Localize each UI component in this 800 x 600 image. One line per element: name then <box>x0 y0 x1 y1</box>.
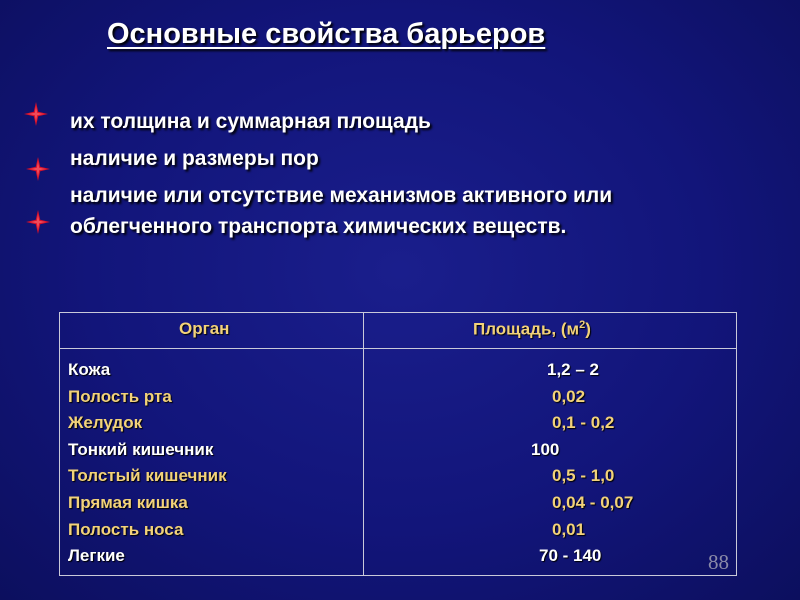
table-cell-area <box>364 517 736 544</box>
area-value: 100 <box>531 439 560 459</box>
area-value: 0,04 - 0,07 <box>552 492 634 512</box>
table-cell-organ: Желудок <box>68 413 143 433</box>
table-cell-area <box>364 543 736 570</box>
column-header-organ: Орган <box>179 319 230 338</box>
table-cell-organ: Тонкий кишечник <box>68 439 214 459</box>
area-value: 0,01 <box>552 519 586 539</box>
table-cell-organ: Прямая кишка <box>68 492 188 512</box>
table-cell-area <box>364 490 736 517</box>
table-cell-area <box>364 357 736 384</box>
area-value: 0,5 - 1,0 <box>552 466 615 486</box>
organ-column <box>68 357 227 570</box>
slide-title: Основные свойства барьеров <box>107 18 546 50</box>
barrier-area-table <box>59 312 737 576</box>
table-header-row <box>60 313 736 349</box>
area-header-close: ) <box>585 319 591 339</box>
area-value: 0,02 <box>552 386 586 406</box>
area-header-text: Площадь, (м <box>473 319 580 339</box>
bullet-text: наличие или отсутствие механизмов активного или <box>70 184 613 207</box>
area-column <box>364 357 736 570</box>
table-cell-area <box>364 410 736 437</box>
page-number: 88 <box>708 550 729 574</box>
red-four-point-star-icon <box>26 210 50 234</box>
table-cell-area <box>364 437 736 464</box>
table-cell-organ: Легкие <box>68 546 125 566</box>
red-four-point-star-icon <box>26 157 50 181</box>
area-value: 1,2 – 2 <box>547 360 599 379</box>
table-cell-organ: Кожа <box>68 360 111 379</box>
bullet-text: облегченного транспорта химических веществ. <box>70 215 567 238</box>
table-cell-area <box>364 384 736 411</box>
table-cell-organ: Толстый кишечник <box>68 466 227 486</box>
bullet-text: их толщина и суммарная площадь <box>70 110 431 133</box>
area-value: 70 - 140 <box>539 546 602 566</box>
table-cell-organ: Полость рта <box>68 386 172 406</box>
area-header-superscript: 2 <box>579 319 586 331</box>
bullet-text: наличие и размеры пор <box>70 147 319 170</box>
column-header-area <box>473 319 591 340</box>
table-cell-area <box>364 463 736 490</box>
red-four-point-star-icon <box>24 102 48 126</box>
table-cell-organ: Полость носа <box>68 519 184 539</box>
area-value: 0,1 - 0,2 <box>552 413 615 433</box>
